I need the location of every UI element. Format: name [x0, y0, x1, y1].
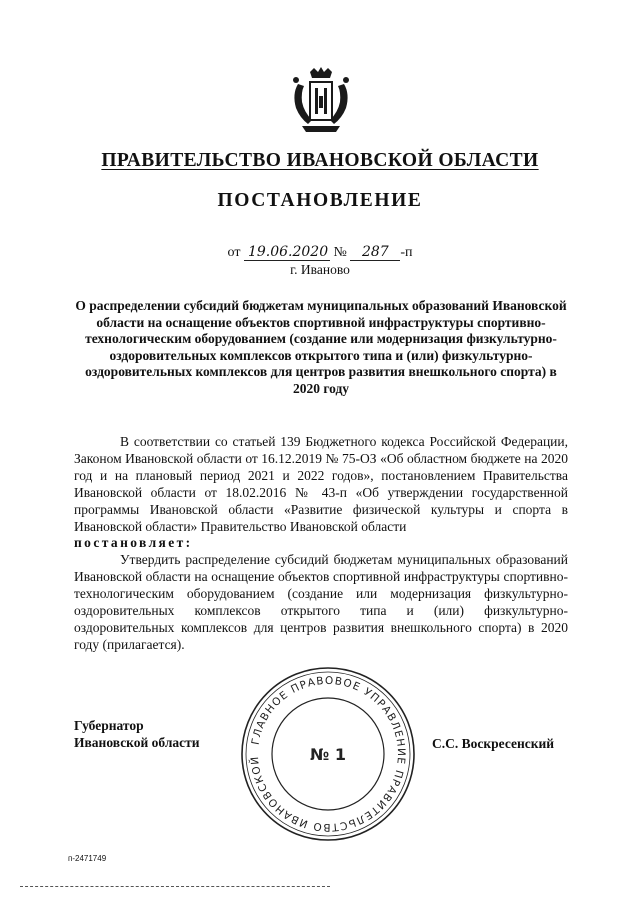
city: г. Иваново — [290, 262, 350, 277]
scan-artifact-line — [20, 886, 330, 887]
number-handwritten: 287 — [350, 244, 400, 261]
official-stamp — [238, 664, 418, 844]
preamble-paragraph: В соответствии со статьей 139 Бюджетного кодекса Российской Федерации, Законом Ивановской области от 16.12.2019 № 75-ОЗ «Об областном бюджете на 2020 год и на плановый период 2021 и 2022 годов», постановлением Правительства Ивановской области от 18.02.2016 № 43-п «Об утверждении государственной программы Ивановской области «Развитие физической культуры и спорта в Ивановской области» Правительство Ивановской области — [74, 434, 568, 534]
stamp-ring-text: ГЛАВНОЕ ПРАВОВОЕ УПРАВЛЕНИЕ ПРАВИТЕЛЬСТВО ИВАНОВСКОЙ — [248, 674, 408, 834]
government-title: ПРАВИТЕЛЬСТВО ИВАНОВСКОЙ ОБЛАСТИ — [101, 150, 539, 171]
date-number-line — [0, 244, 640, 261]
signature-position — [74, 718, 200, 751]
date-prefix: от — [227, 245, 241, 260]
coat-of-arms-icon — [288, 66, 354, 136]
resolves-word: постановляет: — [74, 535, 193, 551]
decision-paragraph: Утвердить распределение субсидий бюджетам муниципальных образований Ивановской области на оснащение объектов спортивной инфраструктуры спортивно-технологическим оборудованием (создание или модернизация физкультурно-оздоровительных комплексов открытого типа и (или) физкультурно-оздоровительных комплексов для центров развития внешкольного спорта) в 2020 году (прилагается). — [74, 552, 568, 652]
number-suffix: -п — [400, 245, 413, 260]
document-subject: О распределении субсидий бюджетам муниципальных образований Ивановской области на оснащение объектов спортивной инфраструктуры спортивно-технологическим оборудованием (создание или модернизация физкультурно-оздоровительных комплексов открытого типа и (или) физкультурно-оздоровительных комплексов для центров развития внешкольного спорта) в 2020 году — [75, 298, 567, 396]
stamp-number: № 1 — [310, 745, 346, 764]
position-line-1: Губернатор — [74, 718, 144, 733]
document-type: ПОСТАНОВЛЕНИЕ — [217, 190, 423, 211]
number-sign: № — [333, 245, 347, 260]
date-handwritten: 19.06.2020 — [244, 244, 330, 261]
document-code: п-2471749 — [68, 854, 107, 863]
position-line-2: Ивановской области — [74, 734, 200, 750]
signatory-name: С.С. Воскресенский — [432, 736, 555, 751]
document-body — [74, 434, 568, 654]
